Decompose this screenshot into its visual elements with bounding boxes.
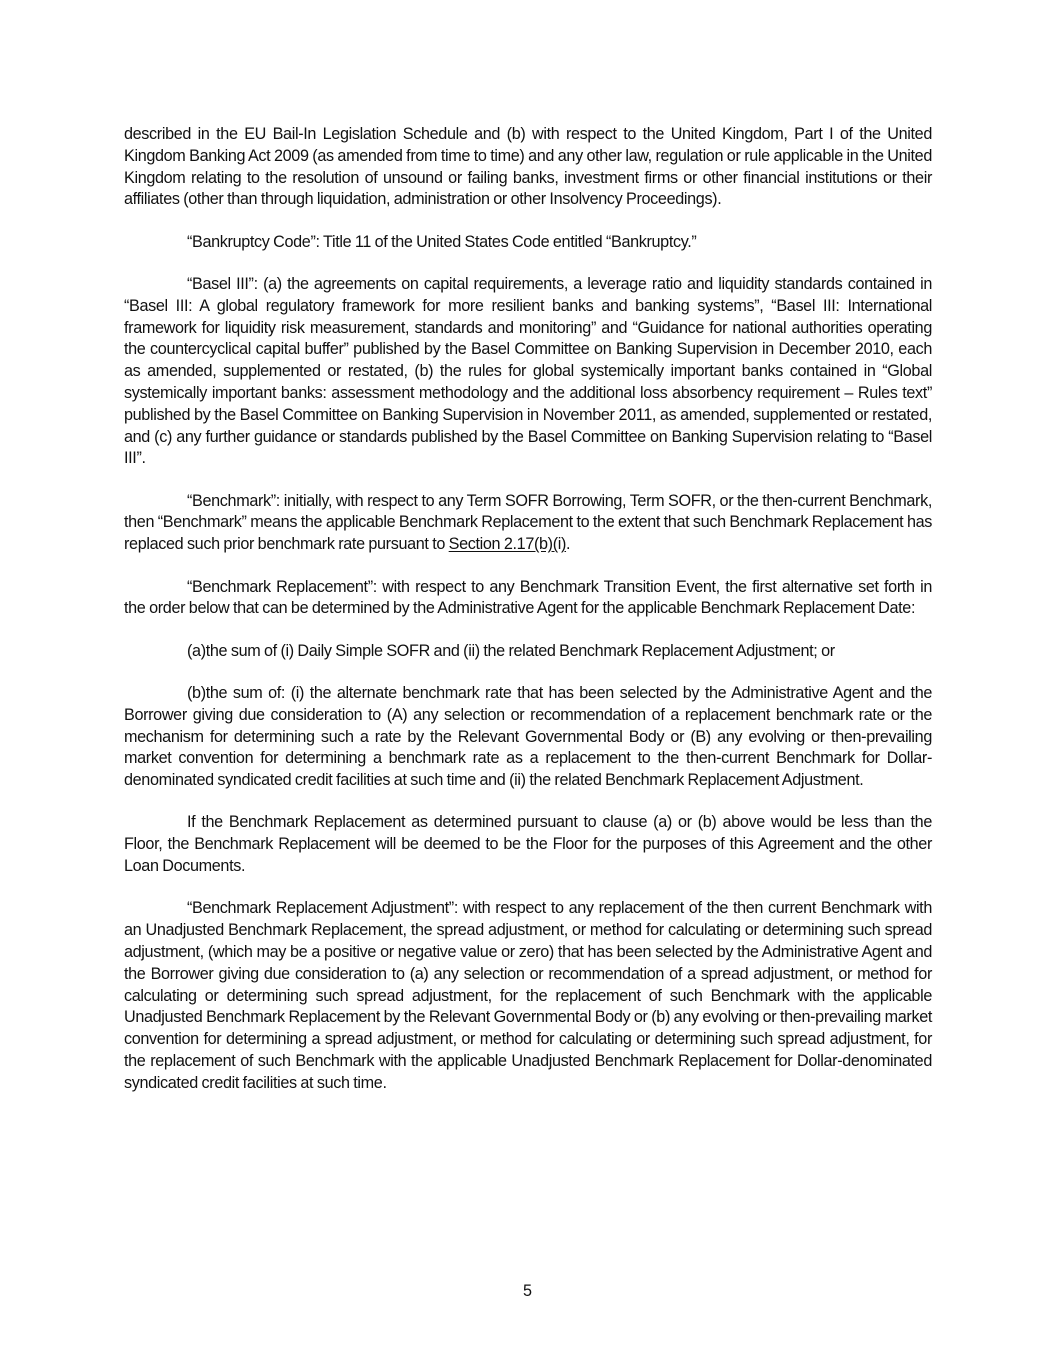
paragraph-basel-iii: “Basel III”: (a) the agreements on capital requirements, a leverage ratio and liquidity standards contained in “Basel III: A global regulatory framework for more resilient banks and banking systems”, “Basel III: International framework for liquidity risk measurement, standards and monitoring” and “Guidance for national authorities operating the countercyclical capital buffer” published by the Basel Committee on Banking Supervision in December 2010, each as amended, supplemented or restated, (b) the rules for global systemically important banks contained in “Global systemically important banks: assessment methodology and the additional loss absorbency requirement – Rules text” published by the Basel Committee on Banking Supervision in November 2011, as amended, supplemented or restated, and (c) any further guidance or standards published by the Basel Committee on Banking Supervision relating to “Basel III”. <box>124 274 932 468</box>
paragraph-benchmark <box>124 491 932 556</box>
list-item-b-number: (b) <box>187 683 206 702</box>
document-body <box>124 124 932 1115</box>
list-item-a <box>124 641 932 663</box>
paragraph-bankruptcy-code: “Bankruptcy Code”: Title 11 of the United States Code entitled “Bankruptcy.” <box>187 232 697 251</box>
list-item-b <box>124 683 932 792</box>
list-item-b-text: the sum of: (i) the alternate benchmark rate that has been selected by the Administrative Agent and the Borrower giving due consideration to (A) any selection or recommendation of a replacement benchmark rate or the mechanism for determining such a rate by the Relevant Governmental Body or (B) any evolving or then-prevailing market convention for determining a benchmark rate as a replacement to the then-current Benchmark for Dollar-denominated syndicated credit facilities at such time and (ii) the related Benchmark Replacement Adjustment. <box>124 683 932 790</box>
benchmark-definition-text: “Benchmark”: initially, with respect to any Term SOFR Borrowing, Term SOFR, or the then-current Benchmark, then “Benchmark” means the applicable Benchmark Replacement to the extent that such Benchmark Replacement has replaced such prior benchmark rate pursuant to <box>124 491 932 554</box>
benchmark-definition-end: . <box>566 535 571 554</box>
section-reference-link: Section 2.17(b)(i) <box>448 535 567 554</box>
list-item-a-text: the sum of (i) Daily Simple SOFR and (ii) the related Benchmark Replacement Adjustment; or <box>205 641 835 660</box>
paragraph-floor: If the Benchmark Replacement as determined pursuant to clause (a) or (b) above would be less than the Floor, the Benchmark Replacement will be deemed to be the Floor for the purposes of this Agreement and the other Loan Documents. <box>124 813 932 876</box>
paragraph-bail-in-continuation: described in the EU Bail-In Legislation Schedule and (b) with respect to the United Kingdom, Part I of the United Kingdom Banking Act 2009 (as amended from time to time) and any other law, regulation or rule applicable in the United Kingdom relating to the resolution of unsound or failing banks, investment firms or other financial institutions or their affiliates (other than through liquidation, administration or other Insolvency Proceedings). <box>124 125 932 209</box>
list-item-a-number: (a) <box>187 641 206 660</box>
paragraph-benchmark-replacement-adjustment: “Benchmark Replacement Adjustment”: with respect to any replacement of the then current Benchmark with an Unadjusted Benchmark Replacement, the spread adjustment, or method for calculating or determining such spread adjustment, (which may be a positive or negative value or zero) that has been selected by the Administrative Agent and the Borrower giving due consideration to (a) any selection or recommendation of a spread adjustment, or method for calculating or determining such spread adjustment, for the replacement of such Benchmark with the applicable Unadjusted Benchmark Replacement by the Relevant Governmental Body or (b) any evolving or then-prevailing market convention for determining a spread adjustment, or method for calculating or determining such spread adjustment, for the replacement of such Benchmark with the applicable Unadjusted Benchmark Replacement for Dollar-denominated syndicated credit facilities at such time. <box>124 899 932 1092</box>
paragraph-benchmark-replacement: “Benchmark Replacement”: with respect to any Benchmark Transition Event, the first alternative set forth in the order below that can be determined by the Administrative Agent for the applicable Benchmark Replacement Date: <box>124 577 932 618</box>
page-number: 5 <box>522 1282 532 1300</box>
